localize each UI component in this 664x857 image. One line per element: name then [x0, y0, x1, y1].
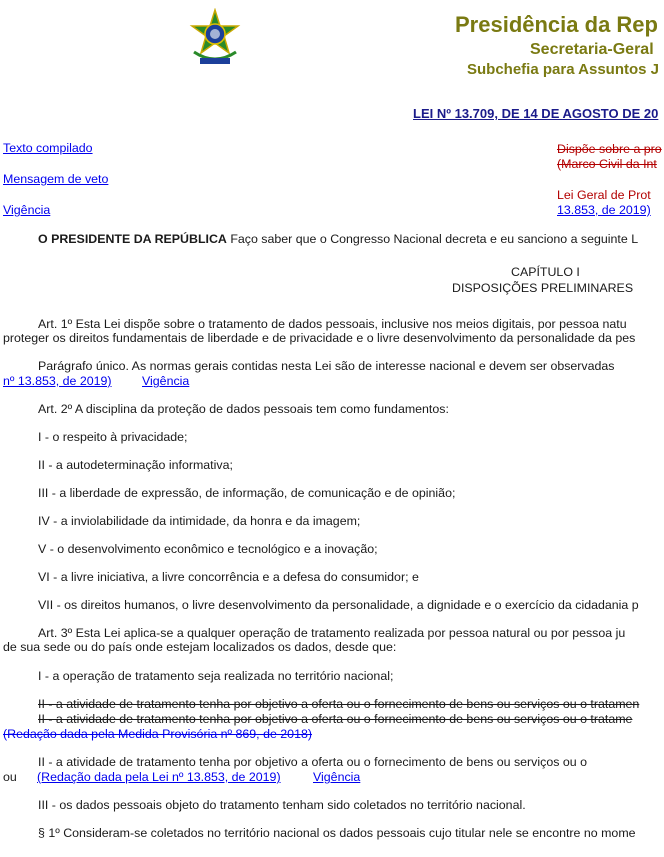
art3-struck-2: II - a atividade de tratamento tenha por objetivo a oferta ou o fornecimento de bens ou serviços ou o tratame [38, 712, 633, 726]
art3-line-2: de sua sede ou do país onde estejam localizados os dados, desde que: [3, 640, 397, 654]
art3-item-1: I - a operação de tratamento seja realizada no território nacional; [38, 669, 394, 683]
preamble-rest: Faço saber que o Congresso Nacional decreta e eu sanciono a seguinte L [226, 232, 639, 246]
art2-item-2: II - a autodeterminação informativa; [38, 458, 233, 472]
art2-item-4: IV - a inviolabilidade da intimidade, da honra e da imagem; [38, 514, 361, 528]
ementa-struck-line-2: (Marco Civil da Int [557, 157, 657, 171]
ementa-line-4-link[interactable]: 13.853, de 2019) [557, 203, 651, 217]
art3-item-3: III - os dados pessoais objeto do tratamento tenham sido coletados no território nacional. [38, 798, 526, 812]
preamble [38, 232, 638, 246]
art2-item-3: III - a liberdade de expressão, de informação, de comunicação e de opinião; [38, 486, 456, 500]
chapter-title: CAPÍTULO I [511, 265, 580, 279]
art1-line-1: Art. 1º Esta Lei dispõe sobre o tratamento de dados pessoais, inclusive nos meios digitais, por pessoa natu [38, 317, 627, 331]
header-line-2: Secretaria-Geral [530, 41, 654, 58]
ementa-line-3: Lei Geral de Prot [557, 188, 651, 202]
texto-compilado-link[interactable]: Texto compilado [3, 141, 93, 155]
header-line-1: Presidência da Rep [455, 12, 658, 37]
art2-item-6: VI - a livre iniciativa, a livre concorrência e a defesa do consumidor; e [38, 570, 419, 584]
ementa-struck-line-1: Dispõe sobre a pro [557, 142, 662, 156]
art3-item-2-ou: ou [3, 770, 17, 784]
art3-struck-mp-link[interactable]: (Redação dada pela Medida Provisória nº 869, de 2018) [3, 727, 312, 741]
art1-line-2: proteger os direitos fundamentais de liberdade e de privacidade e o livre desenvolvimento da personalidade da pes [3, 331, 636, 345]
art2-item-5: V - o desenvolvimento econômico e tecnológico e a inovação; [38, 542, 378, 556]
law-title-link[interactable]: LEI Nº 13.709, DE 14 DE AGOSTO DE 20 [413, 106, 659, 121]
vigencia-link[interactable]: Vigência [3, 203, 51, 217]
chapter-subtitle: DISPOSIÇÕES PRELIMINARES [452, 281, 634, 295]
paragrafo-unico-law-link[interactable]: nº 13.853, de 2019) [3, 374, 112, 388]
art2-item-7: VII - os direitos humanos, o livre desenvolvimento da personalidade, a dignidade e o exercício da cidadania p [38, 598, 639, 612]
art2-head: Art. 2º A disciplina da proteção de dados pessoais tem como fundamentos: [38, 402, 449, 416]
art2-item-1: I - o respeito à privacidade; [38, 430, 188, 444]
art3-struck-1: II - a atividade de tratamento tenha por objetivo a oferta ou o fornecimento de bens ou serviços ou o tratamen [38, 697, 640, 711]
art3-paragraph-1: § 1º Consideram-se coletados no território nacional os dados pessoais cujo titular nele se encontre no mome [38, 826, 636, 840]
art3-item-2-law-link[interactable]: (Redação dada pela Lei nº 13.853, de 2019) [37, 770, 281, 784]
art3-item-2-vigencia-link[interactable]: Vigência [313, 770, 361, 784]
art3-item-2-line-1: II - a atividade de tratamento tenha por objetivo a oferta ou o fornecimento de bens ou serviços ou o [38, 755, 587, 769]
brazil-coat-of-arms-icon [188, 8, 242, 68]
preamble-bold: O PRESIDENTE DA REPÚBLICA [38, 232, 227, 246]
header-line-3: Subchefia para Assuntos J [467, 61, 659, 78]
mensagem-veto-link[interactable]: Mensagem de veto [3, 172, 109, 186]
art3-line-1: Art. 3º Esta Lei aplica-se a qualquer operação de tratamento realizada por pessoa natural ou por pessoa ju [38, 626, 626, 640]
paragrafo-unico-vigencia-link[interactable]: Vigência [142, 374, 190, 388]
paragrafo-unico-line-1: Parágrafo único. As normas gerais contidas nesta Lei são de interesse nacional e devem ser observadas [38, 359, 615, 373]
